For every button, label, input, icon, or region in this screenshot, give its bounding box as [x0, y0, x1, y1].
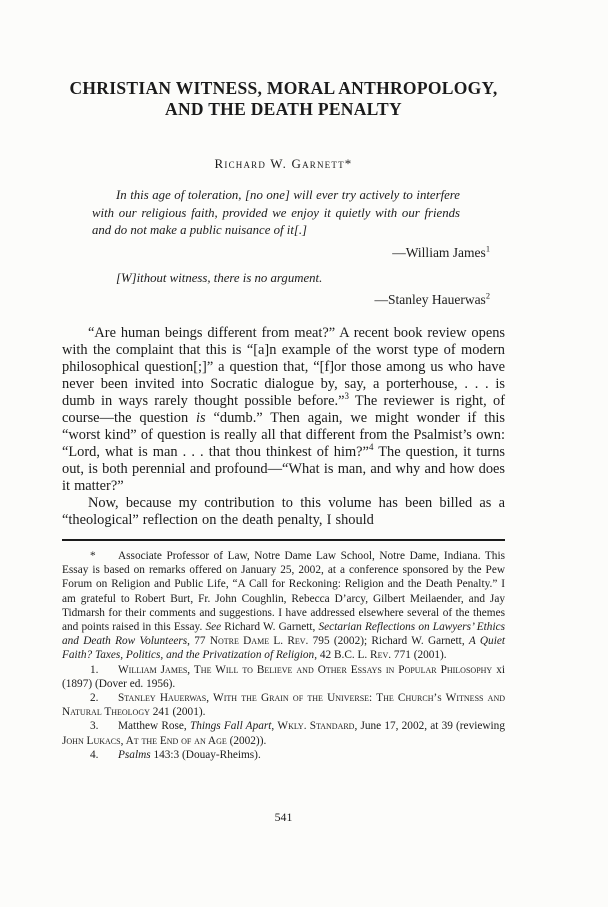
text-segment: , 77 — [187, 635, 210, 648]
text-segment: William James, The Will to Believe and Other Essays in Popular Philosophy — [118, 663, 493, 676]
page-content — [62, 78, 505, 762]
text-segment: 771 (2001). — [391, 649, 447, 662]
footnote-separator-rule — [62, 539, 505, 541]
footnote-marker: 4. — [90, 748, 99, 761]
footnote-text — [62, 550, 505, 661]
footnote-1 — [62, 663, 505, 691]
text-segment: , June 17, 2002, at 39 (reviewing — [354, 720, 505, 733]
text-segment: , 42 — [314, 649, 334, 662]
footnote-text — [62, 692, 505, 718]
footnote-marker: 3. — [90, 720, 99, 733]
text-segment: The reviewer is right, of course—the question — [62, 393, 505, 426]
article-body — [62, 325, 505, 529]
attribution-name: —William James — [392, 244, 486, 260]
author-footnote-marker: * — [344, 156, 353, 171]
text-segment: , — [271, 720, 278, 733]
text-segment: “Are human beings different from meat?” A recent book review opens with the complaint that this is “[a]n example of the worst type of modern philosophical question[;]” a question that, “[f]or those among us who have never been invited into Socratic dialogue by, say, a porterhouse, . . . is dumb in ways rarely thought possible before.” — [62, 325, 505, 409]
text-segment: Stanley Hauerwas, With the Grain of the Universe: The Church’s Witness and Natural Theology — [62, 692, 505, 719]
text-segment: Psalms — [118, 748, 151, 761]
text-segment: 795 (2002); Richard W. Garnett, — [308, 635, 469, 648]
epigraph-stanley-hauerwas — [92, 270, 490, 309]
footnote-reference: 1 — [485, 244, 490, 253]
footnote-text — [118, 749, 261, 761]
text-segment: Sectarian Reflections on Lawyers’ Ethics and Death Row Volunteers — [62, 621, 505, 648]
epigraph-attribution — [92, 244, 490, 261]
footnote-reference: 3 — [344, 391, 349, 402]
text-segment: Notre Dame L. Rev. — [209, 635, 309, 648]
text-segment: (2002)). — [226, 734, 267, 747]
epigraph-william-james — [92, 187, 490, 261]
article-title — [62, 78, 505, 120]
text-segment: John Lukacs, At the End of an Age — [62, 734, 227, 747]
text-segment: Wkly. Standard — [277, 720, 355, 733]
footnote-text — [62, 664, 505, 690]
text-segment: is — [196, 410, 206, 426]
attribution-name: —Stanley Hauerwas — [374, 292, 486, 307]
footnote-marker: 1. — [90, 663, 99, 676]
text-segment: Things Fall Apart — [189, 720, 272, 733]
article-title-line-2: AND THE DEATH PENALTY — [165, 99, 402, 119]
text-segment: Matthew Rose, — [118, 720, 190, 733]
text-segment: 143:3 (Douay-Rheims). — [150, 748, 261, 761]
text-segment: xi (1897) (Dover ed. 1956). — [62, 663, 505, 690]
page-number: 541 — [274, 810, 293, 824]
footnote-2 — [62, 691, 505, 719]
footnote-reference: 2 — [485, 291, 490, 301]
footnote-3 — [62, 719, 505, 747]
footnote-marker: 2. — [90, 692, 99, 705]
author-byline — [62, 156, 505, 171]
text-segment: B.C. L. Rev. — [333, 649, 392, 662]
footnotes-section — [62, 549, 505, 762]
text-segment: A Quiet Faith? Taxes, Politics, and the Privatization of Religion — [62, 635, 505, 662]
epigraph-text: In this age of toleration, [no one] will ever try actively to interfere with our religious faith, provided we enjoy it quietly with our friends and do not make a public nuisance of it[.] — [92, 188, 460, 237]
epigraph-text: [W]ithout witness, there is no argument. — [116, 270, 323, 285]
footnote-marker: * — [90, 550, 96, 562]
text-segment: The question, it turns out, is both perennial and profound—“What is man, and why and how does it matter?” — [62, 444, 505, 494]
body-paragraph — [62, 325, 505, 495]
text-segment: Associate Professor of Law, Notre Dame Law School, Notre Dame, Indiana. This Essay is based on remarks offered on January 25, 2002, at a conference sponsored by the Pew Forum on Religion and Public Life, “A Call for Reckoning: Religion and the Death Penalty.” I am grateful to Robert Burt, Fr. John Coughlin, Rebecca D’arcy, Gilbert Meilaender, and Jay Tidmarsh for their comments and suggestions. I have addressed elsewhere several of the themes and points raised in this Essay. — [62, 550, 505, 634]
footnote-text — [62, 720, 505, 746]
text-segment: See — [205, 621, 222, 634]
epigraph-attribution — [92, 291, 490, 308]
text-segment: Richard W. Garnett, — [221, 621, 319, 634]
text-segment: Now, because my contribution to this volume has been billed as a “theological” reflection on the death penalty, I should — [62, 495, 505, 528]
article-title-line-1: CHRISTIAN WITNESS, MORAL ANTHROPOLOGY, — [69, 78, 498, 98]
text-segment: 241 (2001). — [149, 706, 206, 719]
body-paragraph — [62, 495, 505, 529]
footnote-4 — [62, 748, 505, 762]
author-name: Richard W. Garnett — [214, 156, 345, 171]
footnote-reference: 4 — [368, 442, 374, 453]
text-segment: “dumb.” Then again, we might wonder if this “worst kind” of question is really all that different from the Psalmist’s own: “Lord, what is man . . . that thou thinkest of him?” — [62, 410, 505, 460]
footnote-star — [62, 549, 505, 663]
